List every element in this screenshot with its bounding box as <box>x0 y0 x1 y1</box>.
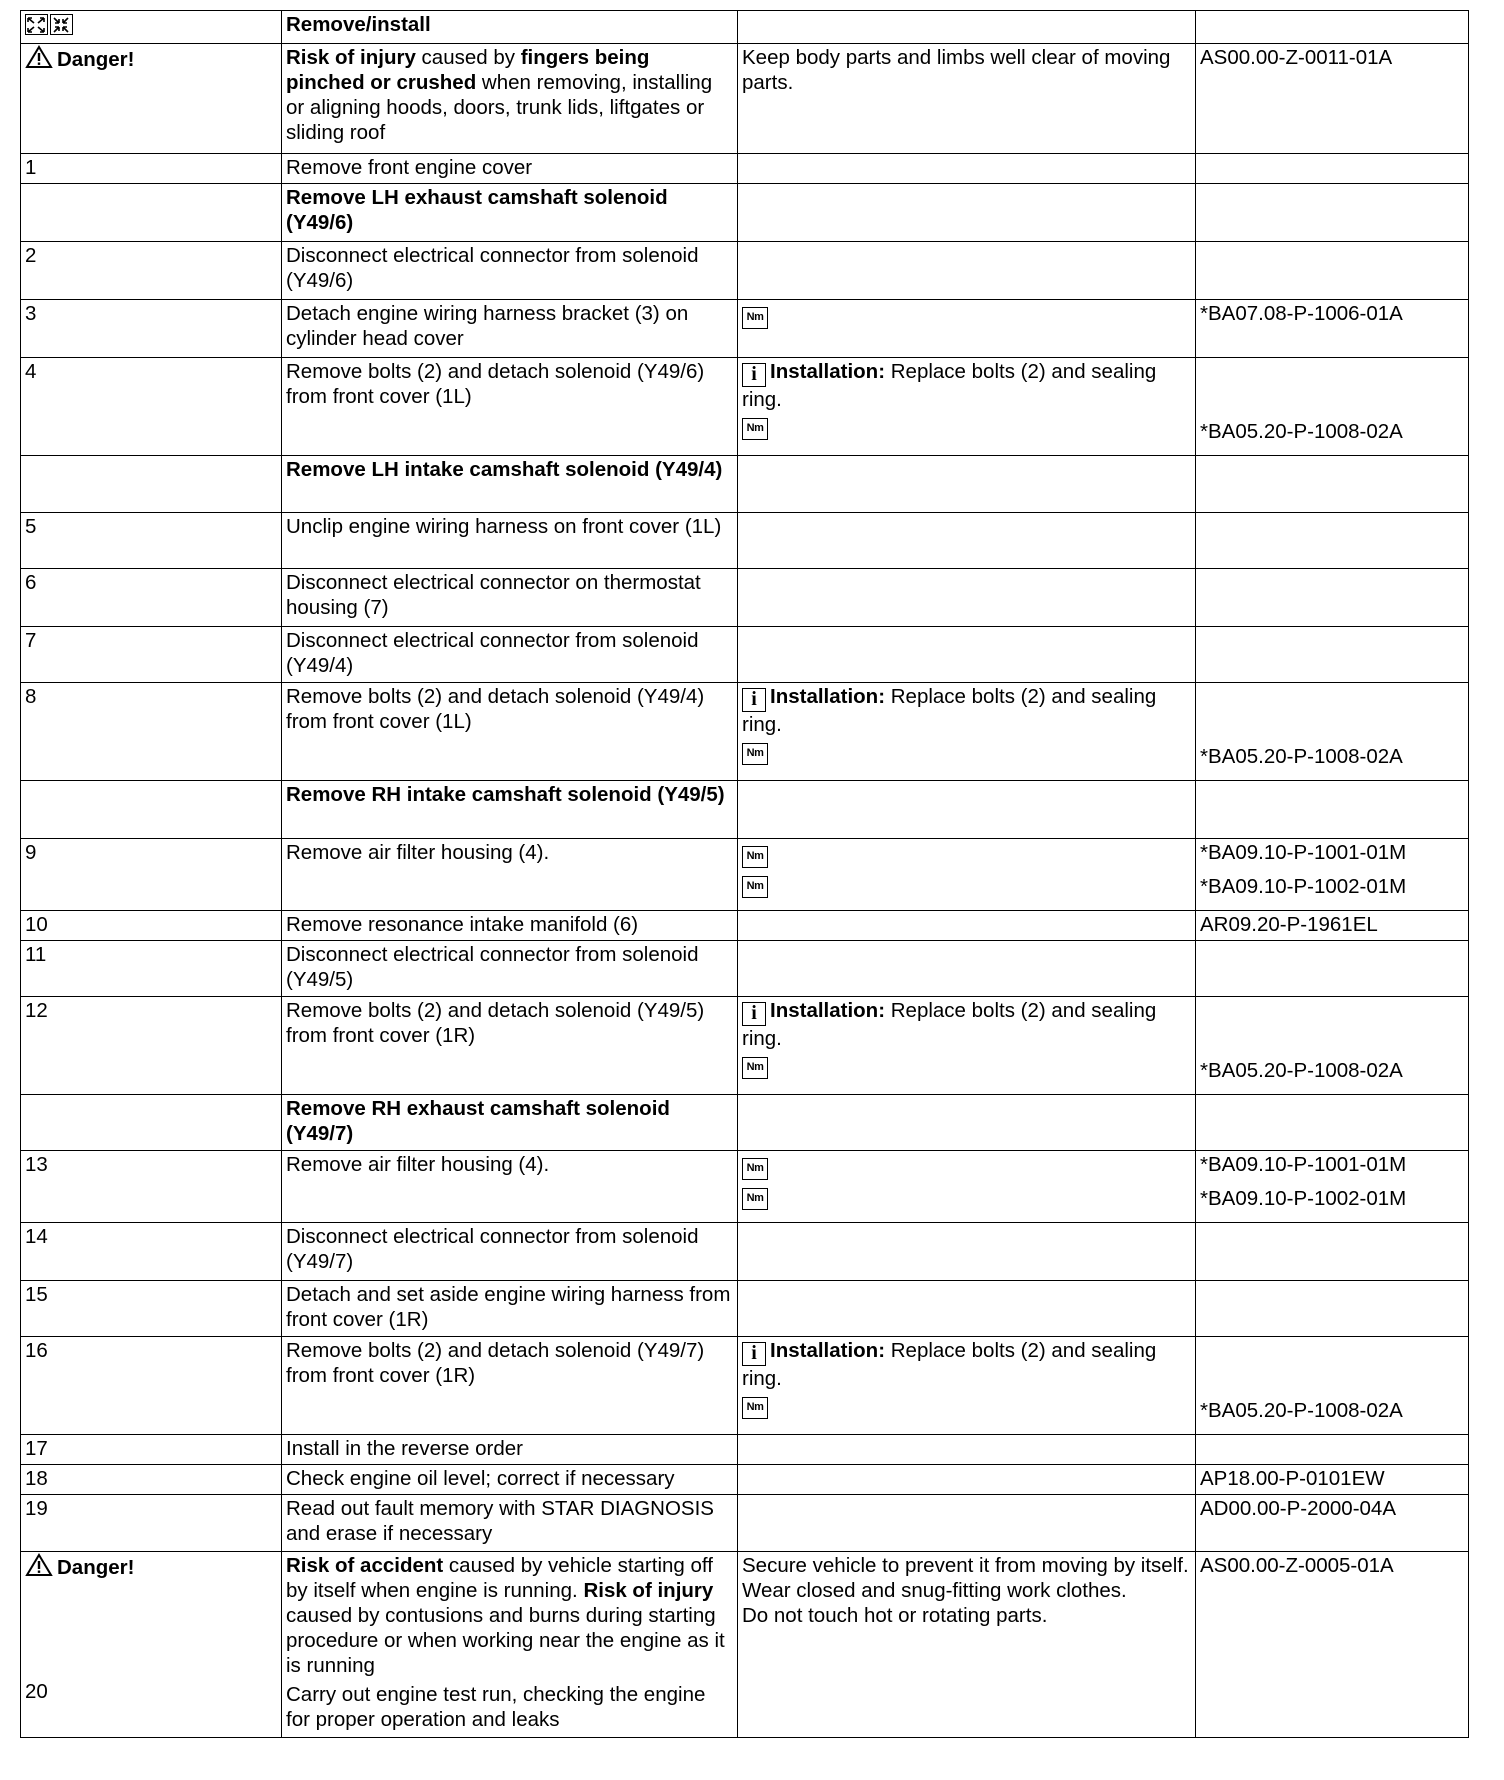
danger-1-remedy: Keep body parts and limbs well clear of moving parts. <box>738 44 1196 154</box>
step-row-15 <box>21 1281 1469 1337</box>
step-text: Detach engine wiring harness bracket (3) on cylinder head cover <box>282 300 738 358</box>
warning-triangle-icon <box>25 1553 53 1577</box>
torque-nm-icon[interactable]: Nm <box>742 876 768 898</box>
warning-triangle-icon <box>25 45 53 69</box>
step-row-18 <box>21 1465 1469 1495</box>
step-row-3 <box>21 300 1469 358</box>
step-text: Disconnect electrical connector from solenoid (Y49/6) <box>282 242 738 300</box>
step-number: 9 <box>21 839 282 911</box>
torque-nm-icon[interactable]: Nm <box>742 846 768 868</box>
torque-nm-icon[interactable]: Nm <box>742 1188 768 1210</box>
step-text: Remove bolts (2) and detach solenoid (Y49/6) from front cover (1L) <box>282 358 738 456</box>
step-row-13 <box>21 1151 1469 1223</box>
danger-1-text: Risk of injury caused by fingers being pinched or crushed when removing, installing or aligning hoods, doors, trunk lids, liftgates or sliding roof <box>282 44 738 154</box>
step-ref[interactable]: AR09.20-P-1961EL <box>1196 911 1469 941</box>
step-text: Disconnect electrical connector from solenoid (Y49/5) <box>282 941 738 997</box>
section-title: Remove LH intake camshaft solenoid (Y49/4) <box>286 458 723 481</box>
step-ref[interactable]: *BA09.10-P-1001-01M <box>1200 1153 1407 1176</box>
step-text: Unclip engine wiring harness on front cover (1L) <box>282 513 738 569</box>
section-title: Remove LH exhaust camshaft solenoid (Y49/6) <box>286 186 668 234</box>
header-title-cell <box>282 11 738 44</box>
header-row <box>21 11 1469 44</box>
step-number: 14 <box>21 1223 282 1281</box>
step-ref[interactable]: AP18.00-P-0101EW <box>1196 1465 1469 1495</box>
section-title: Remove RH intake camshaft solenoid (Y49/5) <box>286 783 725 806</box>
step-row-12: 12 Remove bolts (2) and detach solenoid (Y49/5) from front cover (1R) i Installation: Replace bolts (2) and sealing ring. Nm *BA05.20-P-1008-02A <box>21 997 1469 1095</box>
step-ref[interactable]: *BA05.20-P-1008-02A <box>1200 745 1403 768</box>
step-number: 7 <box>21 627 282 683</box>
step-text: Remove front engine cover <box>282 154 738 184</box>
step-text: Disconnect electrical connector from solenoid (Y49/7) <box>282 1223 738 1281</box>
header-title: Remove/install <box>286 13 431 36</box>
danger-2-remedy: Secure vehicle to prevent it from moving by itself. <box>742 1554 1189 1577</box>
step-row-7 <box>21 627 1469 683</box>
step-number: 4 <box>21 358 282 456</box>
step-number: 13 <box>21 1151 282 1223</box>
step-row-2 <box>21 242 1469 300</box>
step-number: 15 <box>21 1281 282 1337</box>
info-icon: i <box>742 1002 766 1026</box>
step-row-14 <box>21 1223 1469 1281</box>
step-text: Remove bolts (2) and detach solenoid (Y49/7) from front cover (1R) <box>282 1337 738 1435</box>
collapse-icon[interactable] <box>50 14 73 35</box>
step-text: Check engine oil level; correct if necessary <box>282 1465 738 1495</box>
step-number: 2 <box>21 242 282 300</box>
step-text: Carry out engine test run, checking the engine for proper operation and leaks <box>286 1683 706 1731</box>
expand-icon[interactable] <box>25 14 48 35</box>
danger-2-text: Risk of accident caused by vehicle starting off by itself when engine is running. Risk of injury caused by contusions and burns during starting procedure or when working near the engine as it is running <box>286 1554 725 1677</box>
step-row-11 <box>21 941 1469 997</box>
step-number: 12 <box>21 997 282 1095</box>
danger-label: Danger! <box>57 1556 135 1579</box>
info-icon: i <box>742 688 766 712</box>
step-number: 3 <box>21 300 282 358</box>
step-text: Disconnect electrical connector on thermostat housing (7) <box>282 569 738 627</box>
section-title: Remove RH exhaust camshaft solenoid (Y49/7) <box>286 1097 670 1145</box>
step-text: Remove air filter housing (4). <box>282 1151 738 1223</box>
danger-row-2 <box>21 1552 1469 1738</box>
step-row-19 <box>21 1495 1469 1552</box>
danger-2-ref[interactable]: AS00.00-Z-0005-01A <box>1196 1552 1469 1738</box>
step-row-1 <box>21 154 1469 184</box>
step-number: 17 <box>21 1435 282 1465</box>
danger-2-remedy: Do not touch hot or rotating parts. <box>742 1604 1048 1627</box>
info-icon: i <box>742 1342 766 1366</box>
step-number: 11 <box>21 941 282 997</box>
danger-row-1 <box>21 44 1469 154</box>
procedure-table <box>20 10 1469 1738</box>
step-ref[interactable]: *BA09.10-P-1002-01M <box>1200 875 1407 898</box>
header-icons-cell <box>21 11 282 44</box>
step-text: Remove resonance intake manifold (6) <box>282 911 738 941</box>
step-row-4: 4 Remove bolts (2) and detach solenoid (Y49/6) from front cover (1L) i Installation: Replace bolts (2) and sealing ring. Nm *BA05.20-P-1008-02A <box>21 358 1469 456</box>
step-text: Remove bolts (2) and detach solenoid (Y49/5) from front cover (1R) <box>282 997 738 1095</box>
torque-nm-icon[interactable]: Nm <box>742 307 768 329</box>
step-number: 6 <box>21 569 282 627</box>
danger-1-ref[interactable]: AS00.00-Z-0011-01A <box>1196 44 1469 154</box>
section-row-3 <box>21 781 1469 839</box>
step-ref[interactable]: *BA05.20-P-1008-02A <box>1200 1059 1403 1082</box>
step-number: 1 <box>21 154 282 184</box>
torque-nm-icon[interactable]: Nm <box>742 1158 768 1180</box>
step-row-10 <box>21 911 1469 941</box>
step-ref[interactable]: *BA05.20-P-1008-02A <box>1200 1399 1403 1422</box>
step-row-8: 8 Remove bolts (2) and detach solenoid (Y49/4) from front cover (1L) i Installation: Replace bolts (2) and sealing ring. Nm *BA05.20-P-1008-02A <box>21 683 1469 781</box>
step-number: 19 <box>21 1495 282 1552</box>
info-icon: i <box>742 363 766 387</box>
step-text: Remove air filter housing (4). <box>282 839 738 911</box>
step-ref[interactable]: AD00.00-P-2000-04A <box>1196 1495 1469 1552</box>
section-row-2 <box>21 456 1469 513</box>
step-text: Read out fault memory with STAR DIAGNOSIS and erase if necessary <box>282 1495 738 1552</box>
step-text: Disconnect electrical connector from solenoid (Y49/4) <box>282 627 738 683</box>
section-row-1 <box>21 184 1469 242</box>
step-row-17 <box>21 1435 1469 1465</box>
danger-2-remedy: Wear closed and snug-fitting work clothes. <box>742 1579 1127 1602</box>
step-ref[interactable]: *BA07.08-P-1006-01A <box>1196 300 1469 358</box>
step-ref[interactable]: *BA09.10-P-1001-01M <box>1200 841 1407 864</box>
work-instruction-sheet <box>20 10 1468 1738</box>
step-row-9 <box>21 839 1469 911</box>
step-number: 18 <box>21 1465 282 1495</box>
step-row-16: 16 Remove bolts (2) and detach solenoid (Y49/7) from front cover (1R) i Installation: Replace bolts (2) and sealing ring. Nm *BA05.20-P-1008-02A <box>21 1337 1469 1435</box>
step-text: Install in the reverse order <box>282 1435 738 1465</box>
torque-nm-icon[interactable]: Nm <box>742 418 768 440</box>
step-ref[interactable]: *BA05.20-P-1008-02A <box>1200 420 1403 443</box>
torque-nm-icon[interactable]: Nm <box>742 1057 768 1079</box>
step-text: Remove bolts (2) and detach solenoid (Y49/4) from front cover (1L) <box>282 683 738 781</box>
step-number: 10 <box>21 911 282 941</box>
torque-nm-icon[interactable]: Nm <box>742 743 768 765</box>
step-row-6 <box>21 569 1469 627</box>
torque-nm-icon[interactable]: Nm <box>742 1397 768 1419</box>
step-number: 16 <box>21 1337 282 1435</box>
step-number: 5 <box>21 513 282 569</box>
step-text: Detach and set aside engine wiring harness from front cover (1R) <box>282 1281 738 1337</box>
step-number: 20 <box>25 1680 48 1703</box>
danger-label: Danger! <box>57 48 135 71</box>
step-ref[interactable]: *BA09.10-P-1002-01M <box>1200 1187 1407 1210</box>
step-number: 8 <box>21 683 282 781</box>
section-row-4 <box>21 1095 1469 1151</box>
step-row-5 <box>21 513 1469 569</box>
